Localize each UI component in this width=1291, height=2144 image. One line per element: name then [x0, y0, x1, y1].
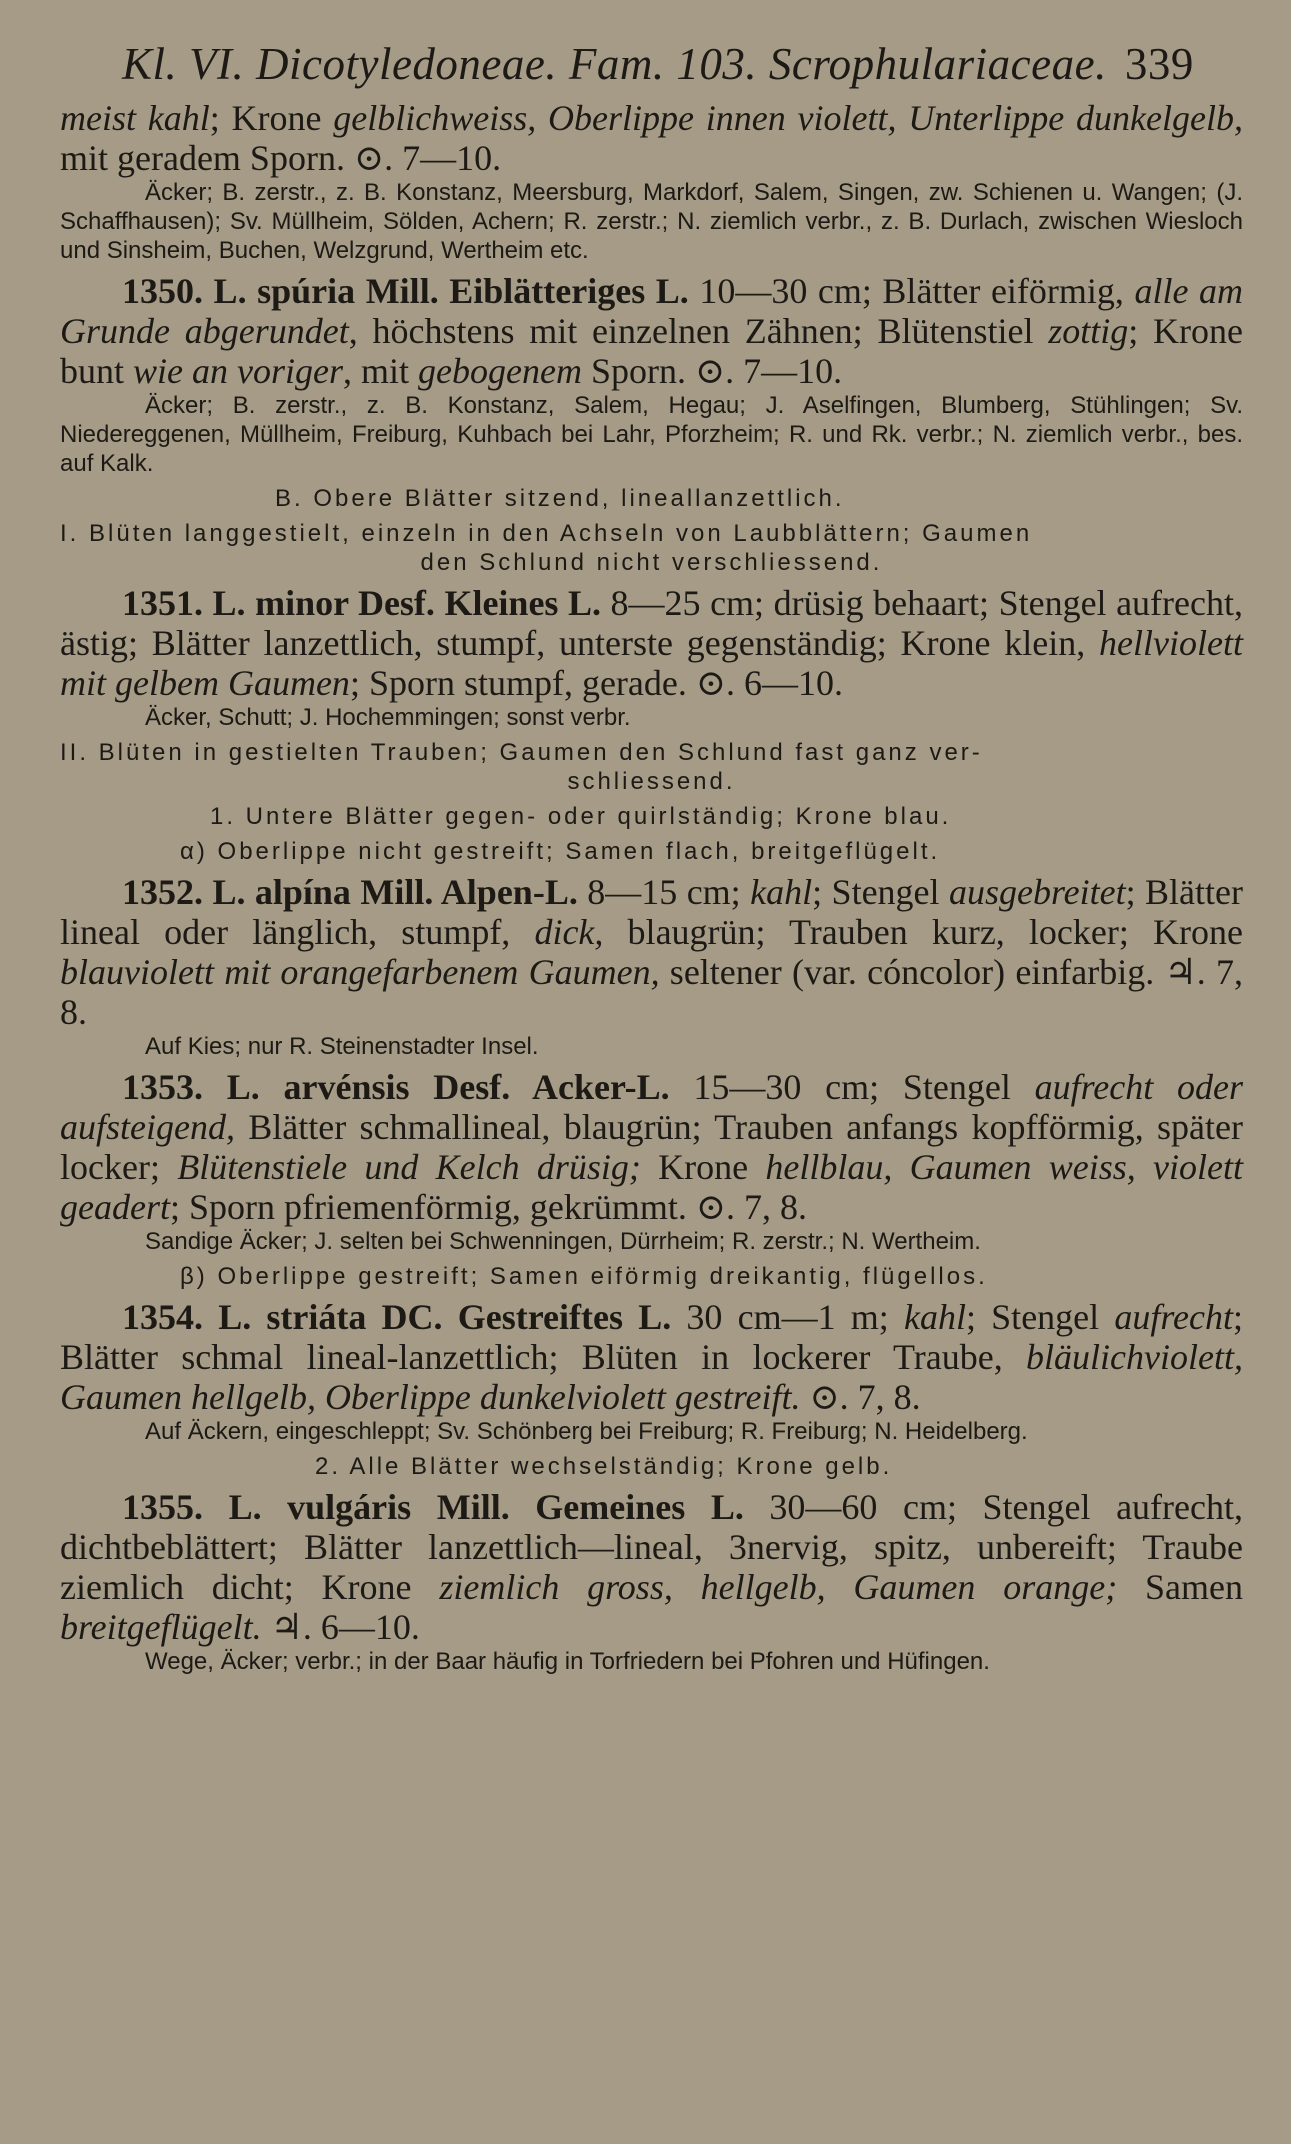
species-entry-1351: 1351. L. minor Desf. Kleines L. 8—25 cm; drüsig behaart; Stengel aufrecht, ästig; Blätter lanzettlich, stumpf, unterste gegenständig; Krone klein, hellviolett mit gelbem Gaumen; Sporn stumpf, gerade. ⊙. 6—10. [60, 583, 1243, 703]
key-heading-i: I. Blüten langgestielt, einzeln in den Achseln von Laubblättern; Gaumen den Schlund nicht verschliessend. [60, 520, 1033, 576]
header-title: Kl. VI. Dicotyledoneae. Fam. 103. Scrophulariaceae. [122, 39, 1107, 89]
distribution-1352: Auf Kies; nur R. Steinenstadter Insel. [145, 1033, 539, 1060]
species-heading: 1352. L. alpína Mill. Alpen-L. [122, 872, 578, 912]
distribution-1353: Sandige Äcker; J. selten bei Schwenningen, Dürrheim; R. zerstr.; N. Wertheim. [145, 1228, 981, 1255]
key-heading-1: 1. Untere Blätter gegen- oder quirlständig; Krone blau. [210, 803, 952, 830]
species-entry-1355: 1355. L. vulgáris Mill. Gemeines L. 30—60 cm; Stengel aufrecht, dichtbeblättert; Blätter lanzettlich—lineal, 3nervig, spitz, unbereift; Traube ziemlich dicht; Krone ziemlich gross, hellgelb, Gaumen orange; Samen breitgeflügelt. ♃. 6—10. [60, 1487, 1243, 1647]
species-entry-1350: 1350. L. spúria Mill. Eiblätteriges L. 10—30 cm; Blätter eiförmig, alle am Grunde abgerundet, höchstens mit einzelnen Zähnen; Blütenstiel zottig; Krone bunt wie an voriger, mit gebogenem Sporn. ⊙. 7—10. [60, 271, 1244, 391]
species-heading: 1354. L. striáta DC. Gestreiftes L. [122, 1297, 672, 1337]
key-heading-beta: β) Oberlippe gestreift; Samen eiförmig dreikantig, flügellos. [180, 1263, 988, 1290]
running-header [122, 40, 1243, 88]
page-number: 339 [1124, 39, 1194, 89]
continuation-distribution: Äcker; B. zerstr., z. B. Konstanz, Meersburg, Markdorf, Salem, Singen, zw. Schienen u. Wangen; (J. Schaffhausen); Sv. Müllheim, Sölden, Achern; R. zerstr.; N. ziemlich verbr., z. B. Durlach, zwischen Wiesloch und Sinsheim, Buchen, Welzgrund, Wertheim etc. [60, 179, 1243, 264]
species-heading: 1353. L. arvénsis Desf. Acker-L. [122, 1067, 670, 1107]
species-entry-1354: 1354. L. striáta DC. Gestreiftes L. 30 cm—1 m; kahl; Stengel aufrecht; Blätter schmal lineal-lanzettlich; Blüten in lockerer Traube, bläulichviolett, Gaumen hellgelb, Oberlippe dunkelviolett gestreift. ⊙. 7, 8. [60, 1297, 1243, 1417]
key-heading-2: 2. Alle Blätter wechselständig; Krone gelb. [315, 1453, 893, 1480]
species-heading: 1351. L. minor Desf. Kleines L. [122, 583, 601, 623]
distribution-1351: Äcker, Schutt; J. Hochemmingen; sonst verbr. [145, 704, 631, 731]
continuation-description: meist kahl; Krone gelblichweiss, Oberlippe innen violett, Unterlippe dunkelgelb, mit geradem Sporn. ⊙. 7—10. [60, 98, 1243, 178]
key-heading-ii: II. Blüten in gestielten Trauben; Gaumen den Schlund fast ganz ver- schliessend. [60, 739, 983, 795]
species-heading: 1350. L. spúria Mill. Eiblätteriges L. [122, 271, 689, 311]
species-heading: 1355. L. vulgáris Mill. Gemeines L. [122, 1487, 744, 1527]
distribution-1355: Wege, Äcker; verbr.; in der Baar häufig in Torfriedern bei Pfohren und Hüfingen. [145, 1648, 990, 1675]
species-entry-1353: 1353. L. arvénsis Desf. Acker-L. 15—30 cm; Stengel aufrecht oder aufsteigend, Blätter schmallineal, blaugrün; Trauben anfangs kopfförmig, später locker; Blütenstiele und Kelch drüsig; Krone hellblau, Gaumen weiss, violett geadert; Sporn pfriemenförmig, gekrümmt. ⊙. 7, 8. [60, 1067, 1244, 1227]
distribution-1354: Auf Äckern, eingeschleppt; Sv. Schönberg bei Freiburg; R. Freiburg; N. Heidelberg. [145, 1418, 1028, 1445]
key-heading-b: B. Obere Blätter sitzend, lineallanzettlich. [275, 485, 845, 512]
distribution-1350: Äcker; B. zerstr., z. B. Konstanz, Salem, Hegau; J. Aselfingen, Blumberg, Stühlingen; Sv. Niedereggenen, Müllheim, Freiburg, Kuhbach bei Lahr, Pforzheim; R. und Rk. verbr.; N. ziemlich verbr., bes. auf Kalk. [60, 392, 1243, 477]
species-entry-1352: 1352. L. alpína Mill. Alpen-L. 8—15 cm; kahl; Stengel ausgebreitet; Blätter lineal oder länglich, stumpf, dick, blaugrün; Trauben kurz, locker; Krone blauviolett mit orangefarbenem Gaumen, seltener (var. cóncolor) einfarbig. ♃. 7, 8. [60, 872, 1243, 1032]
key-heading-alpha: α) Oberlippe nicht gestreift; Samen flach, breitgeflügelt. [180, 838, 941, 865]
